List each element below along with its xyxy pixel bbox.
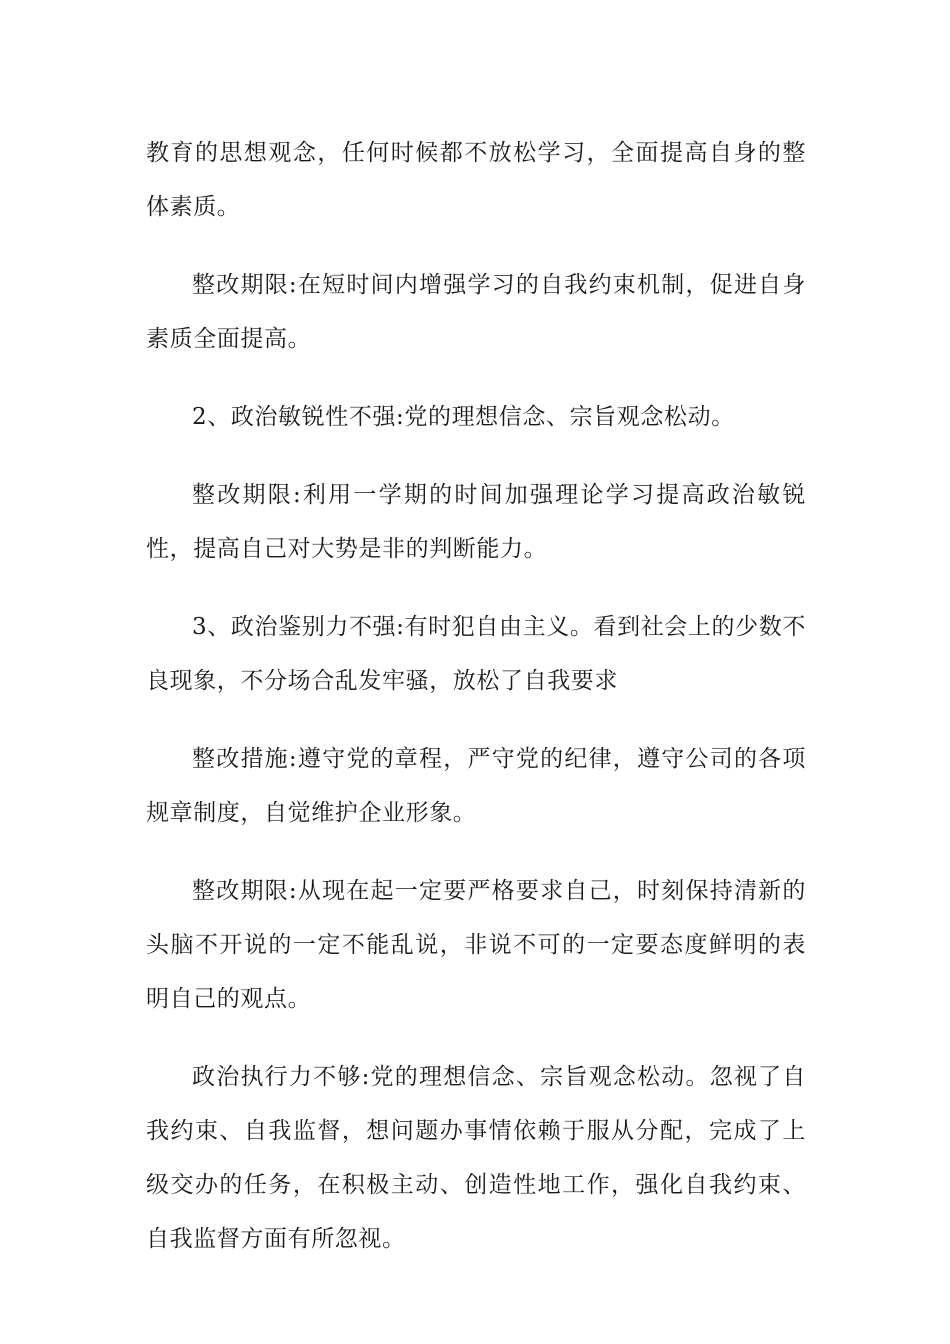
paragraph-2: 整改期限:在短时间内增强学习的自我约束机制，促进自身素质全面提高。 xyxy=(146,272,806,352)
paragraph-4: 整改期限:利用一学期的时间加强理论学习提高政治敏锐性，提高自己对大势是非的判断能力。 xyxy=(146,482,806,562)
paragraph-1: 教育的思想观念，任何时候都不放松学习，全面提高自身的整体素质。 xyxy=(146,140,806,220)
paragraph-7: 整改期限:从现在起一定要严格要求自己，时刻保持清新的头脑不开说的一定不能乱说，非说不可的一定要态度鲜明的表明自己的观点。 xyxy=(146,878,806,1012)
paragraph-5: 3、政治鉴别力不强:有时犯自由主义。看到社会上的少数不良现象，不分场合乱发牢骚，放松了自我要求 xyxy=(146,614,806,694)
document-body xyxy=(146,126,806,1290)
paragraph-3: 2、政治敏锐性不强:党的理想信念、宗旨观念松动。 xyxy=(192,404,735,430)
paragraph-6: 整改措施:遵守党的章程，严守党的纪律，遵守公司的各项规章制度，自觉维护企业形象。 xyxy=(146,746,806,826)
paragraph-8: 政治执行力不够:党的理想信念、宗旨观念松动。忽视了自我约束、自我监督，想问题办事情依赖于服从分配，完成了上级交办的任务，在积极主动、创造性地工作，强化自我约束、自我监督方面有所忽视。 xyxy=(146,1064,806,1252)
